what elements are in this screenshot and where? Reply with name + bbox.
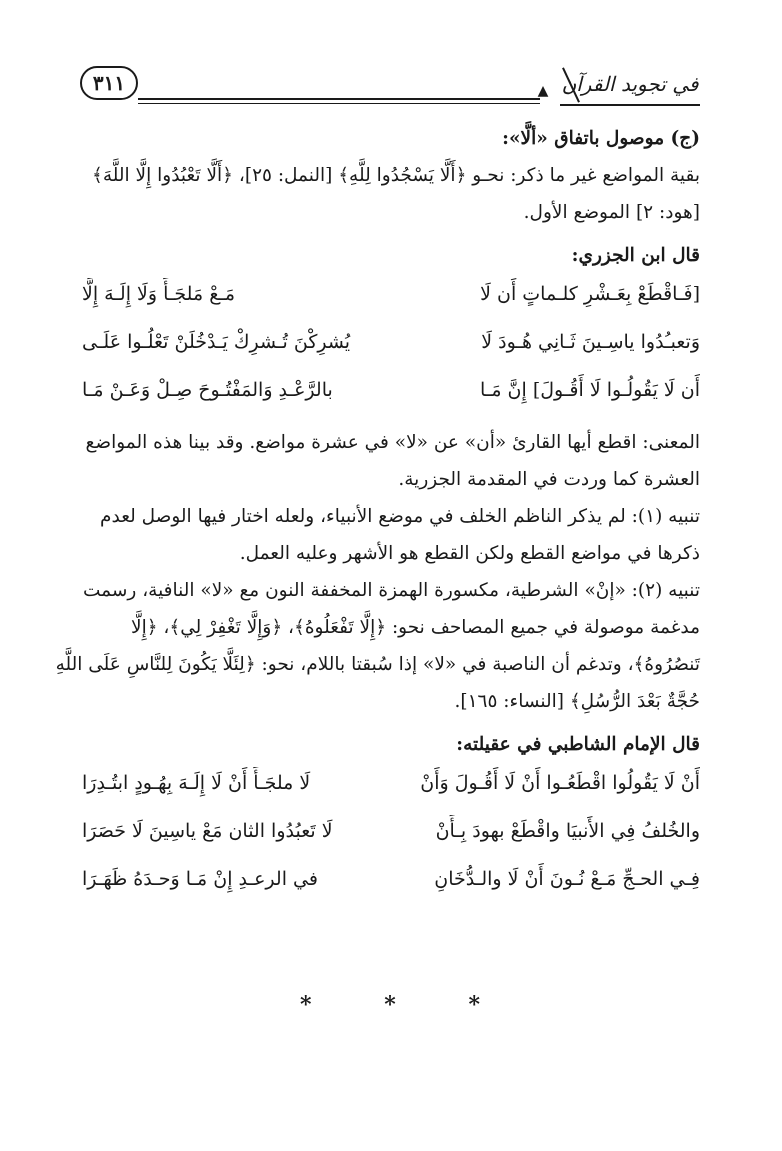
- poem-verse: [82, 807, 700, 855]
- verse-second-hemistich: مَـعْ مَلجَـأَ وَلَا إِلَـهَ إِلَّا: [82, 282, 236, 305]
- book-title: في تجويد القرآن: [560, 64, 700, 106]
- verse-first-hemistich: وَتعبـُدُوا ياسِـينَ ثَـانِي هُـودَ لَا: [481, 330, 700, 353]
- note1-line-1: تنبيه (١): لم يذكر الناظم الخلف في موضع الأنبياء، ولعله اختار فيها الوصل لعدم: [100, 506, 700, 527]
- poem-verse: [82, 759, 700, 807]
- note2-line-1: تنبيه (٢): «إنْ» الشرطية، مكسورة الهمزة المخففة النون مع «لا» النافية، رسمت: [83, 580, 700, 601]
- verse-first-hemistich: أَن لَا يَقُولُـوا لَا أَقُـولَ] إِنَّ مَـا: [479, 378, 700, 401]
- verse-second-hemistich: يُشرِكْنَ تُـشرِكْ يَـدْخُلَنْ تَعْلُـوا عَلَـى: [82, 330, 351, 353]
- book-stand-icon: ▲: [537, 83, 549, 99]
- jazari-poem: [82, 270, 700, 414]
- note1-line-2: ذكرها في مواضع القطع ولكن القطع هو الأشهر وعليه العمل.: [239, 543, 700, 564]
- divider-star: *: [468, 992, 480, 1018]
- poem-verse: [82, 318, 700, 366]
- note2-line-3: تَنصُرُوهُ﴾، وتدغم أن الناصبة في «لا» إذا سُبقتا باللام، نحو: ﴿لِئَلَّا يَكُونَ لِلنَّاسِ عَلَى اللَّهِ: [55, 654, 700, 675]
- page-header: [80, 62, 700, 112]
- header-rule: [138, 98, 540, 100]
- note2-line-4: حُجَّةٌ بَعْدَ الرُّسُلِ﴾ [النساء: ١٦٥].: [454, 691, 700, 712]
- section-c-line-1: بقية المواضع غير ما ذكر: نحـو ﴿أَلَّا يَسْجُدُوا لِلَّهِ﴾ [النمل: ٢٥]، ﴿أَلَّا تَعْبُدُوا إِلَّا اللَّهَ﴾: [92, 165, 700, 186]
- verse-second-hemistich: لَا ملجَـأَ أَنْ لَا إِلَـهَ بِهُـودٍ ابتُـدِرَا: [82, 771, 311, 794]
- verse-second-hemistich: في الرعـدِ إِنْ مَـا وَحـدَهُ ظَهَـرَا: [82, 867, 318, 890]
- jazari-heading: قال ابن الجزري:: [571, 245, 700, 266]
- meaning-line-1: المعنى: اقطع أيها القارئ «أن» عن «لا» في عشرة مواضع. وقد بينا هذه المواضع: [85, 432, 700, 453]
- divider-star: *: [300, 992, 312, 1018]
- note2-line-2: مدغمة موصولة في جميع المصاحف نحو: ﴿إِلَّا تَفْعَلُوهُ﴾، ﴿وَإِلَّا تَغْفِرْ لِي﴾، ﴿إِلَّا: [131, 617, 700, 638]
- shatibi-poem: [82, 759, 700, 903]
- poem-verse: [82, 270, 700, 318]
- section-c-line-2: [هود: ٢] الموضع الأول.: [523, 202, 700, 223]
- page-number: ٣١١: [80, 66, 138, 100]
- verse-first-hemistich: فِـي الحـجِّ مَـعْ نُـونَ أَنْ لَا والـدُّخَانِ: [434, 867, 700, 890]
- meaning-line-2: العشرة كما وردت في المقدمة الجزرية.: [398, 469, 700, 490]
- poem-verse: [82, 366, 700, 414]
- verse-second-hemistich: لَا تَعبُدُوا الثان مَعْ ياسِينَ لَا حَصَرَا: [82, 819, 333, 842]
- verse-second-hemistich: بالرَّعْـدِ وَالمَفْتُـوحَ صِـلْ وَعَـنْ مَـا: [82, 378, 333, 401]
- shatibi-heading: قال الإمام الشاطبي في عقيلته:: [456, 734, 700, 755]
- divider-star: *: [384, 992, 396, 1018]
- section-divider: [300, 992, 480, 1018]
- page-body: [55, 124, 700, 903]
- header-rule-thin: [138, 103, 540, 104]
- section-c-heading: (ج) موصول باتفاق «ألَّا»:: [502, 128, 700, 149]
- verse-first-hemistich: أَنْ لَا يَقُولُوا اقْطَعُـوا أَنْ لَا أَقُـولَ وَأَنْ: [420, 771, 700, 794]
- verse-first-hemistich: [فَـاقْطَعْ بِعَـشْرِ كلـماتٍ أَن لَا: [480, 282, 700, 305]
- verse-first-hemistich: والخُلفُ فِي الأَنبيَا واقْطَعْ بهودَ بِـأَنْ: [435, 819, 700, 842]
- poem-verse: [82, 855, 700, 903]
